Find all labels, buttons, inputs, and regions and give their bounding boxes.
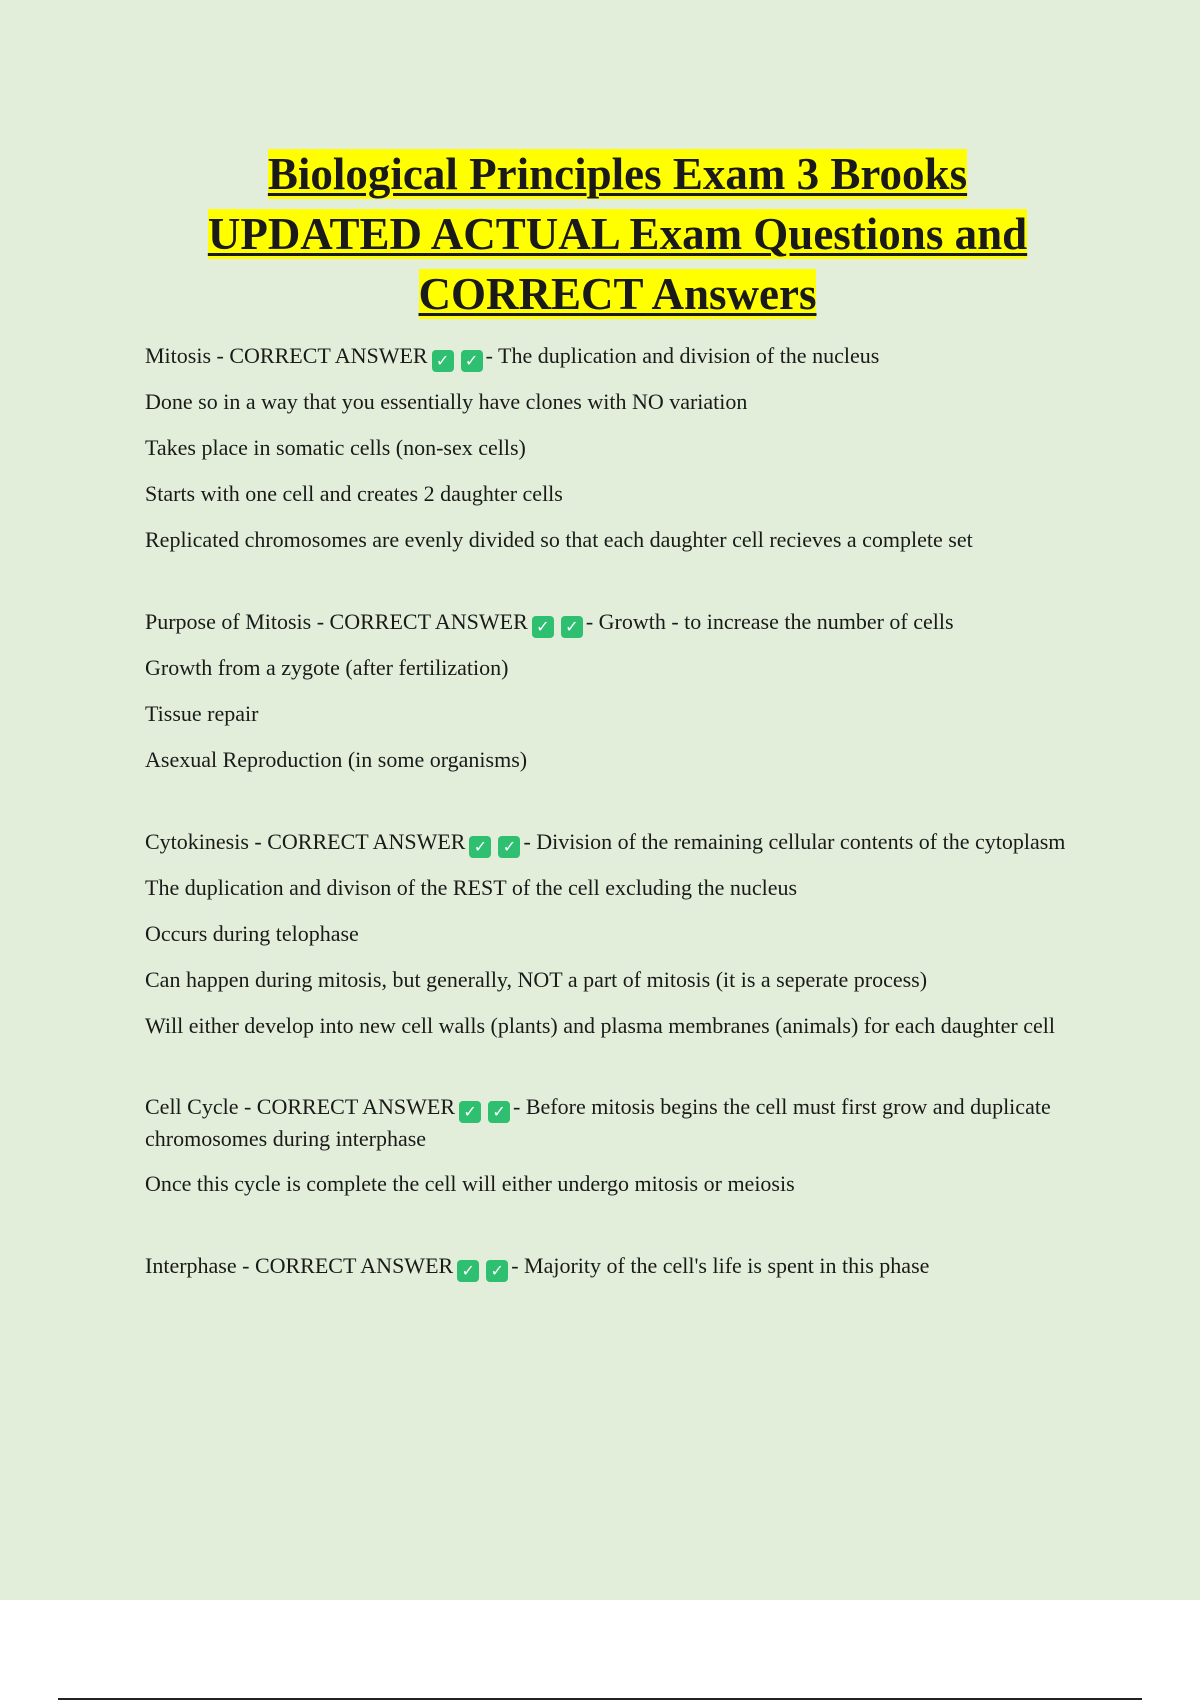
detail-line: Can happen during mitosis, but generally, NOT a part of mitosis (it is a seperate process)	[145, 967, 928, 992]
detail-line: Will either develop into new cell walls (plants) and plasma membranes (animals) for each daughter cell	[145, 1013, 1055, 1038]
detail-line: Growth from a zygote (after fertilization)	[145, 655, 509, 680]
answer-text: - Division of the remaining cellular contents of the cytoplasm	[523, 829, 1066, 854]
term-text: Mitosis - CORRECT ANSWER	[145, 343, 428, 368]
detail-line: Tissue repair	[145, 701, 259, 726]
title-line-2: UPDATED ACTUAL Exam Questions and	[207, 209, 1028, 259]
detail-line: The duplication and divison of the REST of the cell excluding the nucleus	[145, 875, 798, 900]
check-icon: ✓	[461, 350, 483, 372]
qa-question-line	[145, 1250, 1075, 1282]
answer-text: - Before mitosis begins the cell must first grow and duplicate chromosomes during interphase	[145, 1094, 1051, 1151]
check-icon: ✓	[457, 1260, 479, 1282]
check-icon: ✓	[561, 616, 583, 638]
check-icon: ✓	[498, 836, 520, 858]
check-icon: ✓	[486, 1260, 508, 1282]
check-icon: ✓	[459, 1101, 481, 1123]
qa-question-line	[145, 340, 1075, 372]
detail-line: Occurs during telophase	[145, 921, 359, 946]
check-icon: ✓	[469, 836, 491, 858]
detail-line: Once this cycle is complete the cell will either undergo mitosis or meiosis	[145, 1171, 795, 1196]
detail-line: Asexual Reproduction (in some organisms)	[145, 747, 528, 772]
title-line-1: Biological Principles Exam 3 Brooks	[267, 149, 968, 199]
detail-line: Starts with one cell and creates 2 daughter cells	[145, 481, 563, 506]
check-icon: ✓	[532, 616, 554, 638]
title-line-3: CORRECT Answers	[418, 269, 817, 319]
qa-entry-cytokinesis	[145, 826, 1075, 1041]
qa-entry-purpose-of-mitosis	[145, 606, 1075, 776]
term-text: Cell Cycle - CORRECT ANSWER	[145, 1094, 456, 1119]
qa-question-line	[145, 1091, 1075, 1154]
check-icon: ✓	[488, 1101, 510, 1123]
answer-text: - Majority of the cell's life is spent in this phase	[511, 1253, 930, 1278]
qa-entry-interphase	[145, 1250, 1075, 1282]
answer-text: - The duplication and division of the nucleus	[485, 343, 880, 368]
term-text: Interphase - CORRECT ANSWER	[145, 1253, 454, 1278]
detail-line: Done so in a way that you essentially have clones with NO variation	[145, 389, 748, 414]
answer-text: - Growth - to increase the number of cells	[585, 609, 954, 634]
check-icon: ✓	[432, 350, 454, 372]
term-text: Cytokinesis - CORRECT ANSWER	[145, 829, 466, 854]
document-title	[150, 144, 1085, 324]
qa-question-line	[145, 606, 1075, 638]
qa-entry-mitosis	[145, 340, 1075, 556]
qa-entry-cell-cycle	[145, 1091, 1075, 1200]
detail-line: Takes place in somatic cells (non-sex cells)	[145, 435, 526, 460]
detail-line: Replicated chromosomes are evenly divided so that each daughter cell recieves a complete set	[145, 527, 973, 552]
qa-list	[145, 340, 1075, 1332]
qa-question-line	[145, 826, 1075, 858]
term-text: Purpose of Mitosis - CORRECT ANSWER	[145, 609, 528, 634]
